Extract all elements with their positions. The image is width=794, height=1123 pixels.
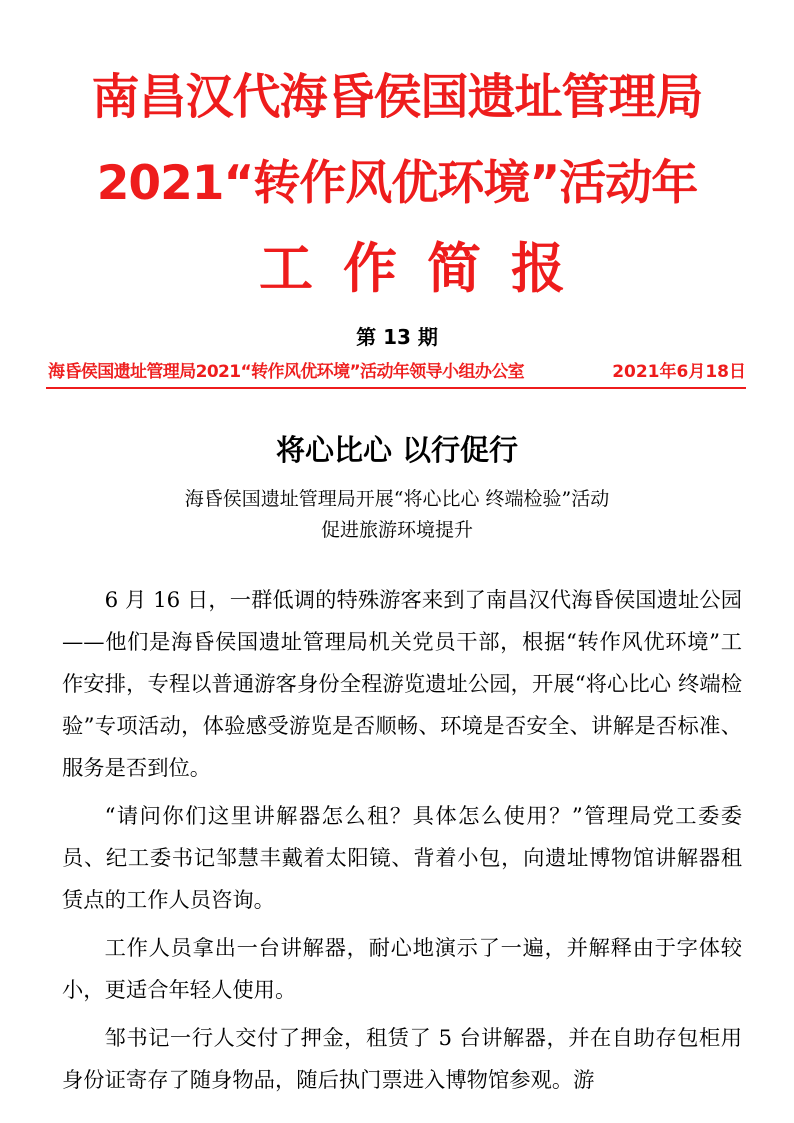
header-divider [46,387,746,389]
article-subtitle-line2: 促进旅游环境提升 [320,519,473,541]
publish-date: 2021年6月18日 [612,362,746,382]
report-header-line2: 2021“转作风优环境”活动年 [96,156,698,211]
article-paragraph: 工作人员拿出一台讲解器，耐心地演示了一遍，并解释由于字体较小，更适合年轻人使用。 [62,936,742,1003]
report-header-line3: 工作简报 [259,237,595,300]
article-title: 将心比心 以行促行 [275,433,519,467]
article-paragraph: 6 月 16 日，一群低调的特殊游客来到了南昌汉代海昏侯国遗址公园——他们是海昏侯国遗址管理局机关党员干部，根据“转作风优环境”工作安排，专程以普通游客身份全程游览遗址公园，开展“将心比心 终端检验”专项活动，体验感受游览是否顺畅、环境是否安全、讲解是否标准、服务是否到位。 [62,588,742,781]
publisher-row [48,357,746,383]
article-body [62,580,742,1108]
article-subtitle-line1: 海昏侯国遗址管理局开展“将心比心 终端检验”活动 [184,488,610,510]
publisher-office: 海昏侯国遗址管理局2021“转作风优环境”活动年领导小组办公室 [48,362,525,382]
issue-number: 第 13 期 [356,325,438,349]
article-paragraph: “请问你们这里讲解器怎么租？具体怎么使用？”管理局党工委委员、纪工委书记邹慧丰戴着太阳镜、背着小包，向遗址博物馆讲解器租赁点的工作人员咨询。 [62,804,742,913]
report-header-line1: 南昌汉代海昏侯国遗址管理局 [91,69,703,125]
article-paragraph: 邹书记一行人交付了押金，租赁了 5 台讲解器，并在自助存包柜用身份证寄存了随身物品，随后执门票进入博物馆参观。游 [62,1026,742,1093]
